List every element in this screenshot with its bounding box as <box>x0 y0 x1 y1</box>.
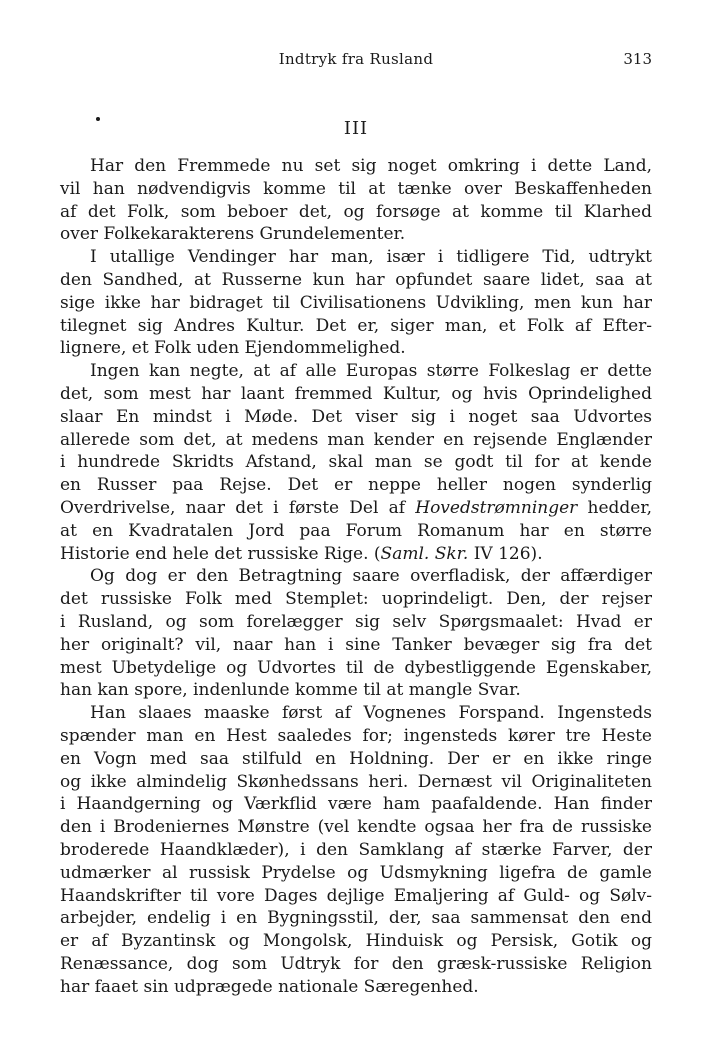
text-line: i Haandgerning og Værkflid være ham paafaldende. Han finder <box>60 794 652 815</box>
text-line: Renæssance, dog som Udtryk for den græsk-russiske Religion <box>60 953 652 974</box>
text-line: lignere, et Folk uden Ejendommelighed. <box>60 338 406 359</box>
text-line: broderede Haandklæder), i den Samklang af stærke Farver, der <box>60 839 652 860</box>
text-line: i Rusland, og som forelægger sig selv Spørgsmaalet: Hvad er <box>60 611 652 632</box>
text-line: er af Byzantinsk og Mongolsk, Hinduisk og Persisk, Gotik og <box>60 931 652 952</box>
text-line: over Folkekarakterens Grundelementer. <box>60 224 406 245</box>
text-segment: IV 126). <box>468 543 543 564</box>
text-line: Og dog er den Betragtning saare overfladisk, der affærdiger <box>90 566 652 587</box>
page-number: 313 <box>623 50 652 68</box>
text-line <box>60 543 652 566</box>
text-line: har faaet sin udprægede nationale Særegenhed. <box>60 976 479 997</box>
text-line: Haandskrifter til vore Dages dejlige Emaljering af Guld- og Sølv- <box>60 885 652 906</box>
text-line: spænder man en Hest saaledes for; ingensteds kører tre Heste <box>60 725 652 746</box>
text-line: i hundrede Skridts Afstand, skal man se godt til for at kende <box>60 452 652 473</box>
text-line: og ikke almindelig Skønhedssans heri. Dernæst vil Originaliteten <box>60 771 652 792</box>
text-line: at en Kvadratalen Jord paa Forum Romanum har en større <box>60 520 652 541</box>
text-line: vil han nødvendigvis komme til at tænke over Beskaffenheden <box>60 178 652 199</box>
text-segment: Overdrivelse, naar det i første Del af <box>60 497 416 518</box>
text-line: I utallige Vendinger har man, især i tidligere Tid, udtrykt <box>90 247 652 268</box>
text-line: allerede som det, at medens man kender en rejsende Englænder <box>60 429 652 450</box>
text-line: den Sandhed, at Russerne kun har opfundet saare lidet, saa at <box>60 269 652 290</box>
text-segment: Historie end hele det russiske Rige. ( <box>60 543 381 564</box>
page-header <box>60 48 652 72</box>
text-line: en Vogn med saa stilfuld en Holdning. Der er en ikke ringe <box>60 748 652 769</box>
running-title: Indtryk fra Rusland <box>278 50 434 68</box>
italic-title: Saml. Skr. <box>380 543 469 564</box>
body-text <box>60 155 652 998</box>
text-line: her originalt? vil, naar han i sine Tanker bevæger sig fra det <box>60 634 652 655</box>
text-line: Han slaaes maaske først af Vognenes Forspand. Ingensteds <box>90 703 652 724</box>
text-line: den i Brodeniernes Mønstre (vel kendte ogsaa her fra de russiske <box>60 817 652 838</box>
text-line: slaar En mindst i Møde. Det viser sig i noget saa Udvortes <box>60 406 652 427</box>
text-line: det, som mest har laant fremmed Kultur, og hvis Oprindelighed <box>60 383 652 404</box>
text-line: tilegnet sig Andres Kultur. Det er, siger man, et Folk af Efter- <box>60 315 652 336</box>
text-line: en Russer paa Rejse. Det er neppe heller nogen synderlig <box>60 475 652 496</box>
text-line: mest Ubetydelige og Udvortes til de dybestliggende Egenskaber, <box>60 657 652 678</box>
text-line: udmærker al russisk Prydelse og Udsmykning ligefra de gamle <box>60 862 652 883</box>
text-line: Ingen kan negte, at af alle Europas større Folkeslag er dette <box>90 361 652 382</box>
text-line: arbejder, endelig i en Bygningsstil, der, saa sammensat den end <box>60 908 652 929</box>
italic-title: Hovedstrømninger <box>415 497 578 518</box>
section-number: III <box>343 118 369 139</box>
text-segment: hedder, <box>577 497 653 518</box>
text-line: Har den Fremmede nu set sig noget omkring i dette Land, <box>90 156 652 176</box>
text-line <box>60 497 652 520</box>
text-line: sige ikke har bidraget til Civilisationens Udvikling, men kun har <box>60 292 652 313</box>
text-line: det russiske Folk med Stemplet: uoprindeligt. Den, der rejser <box>60 589 652 610</box>
text-line: han kan spore, indenlunde komme til at mangle Svar. <box>60 680 521 701</box>
text-line: af det Folk, som beboer det, og forsøge at komme til Klarhed <box>60 201 652 222</box>
